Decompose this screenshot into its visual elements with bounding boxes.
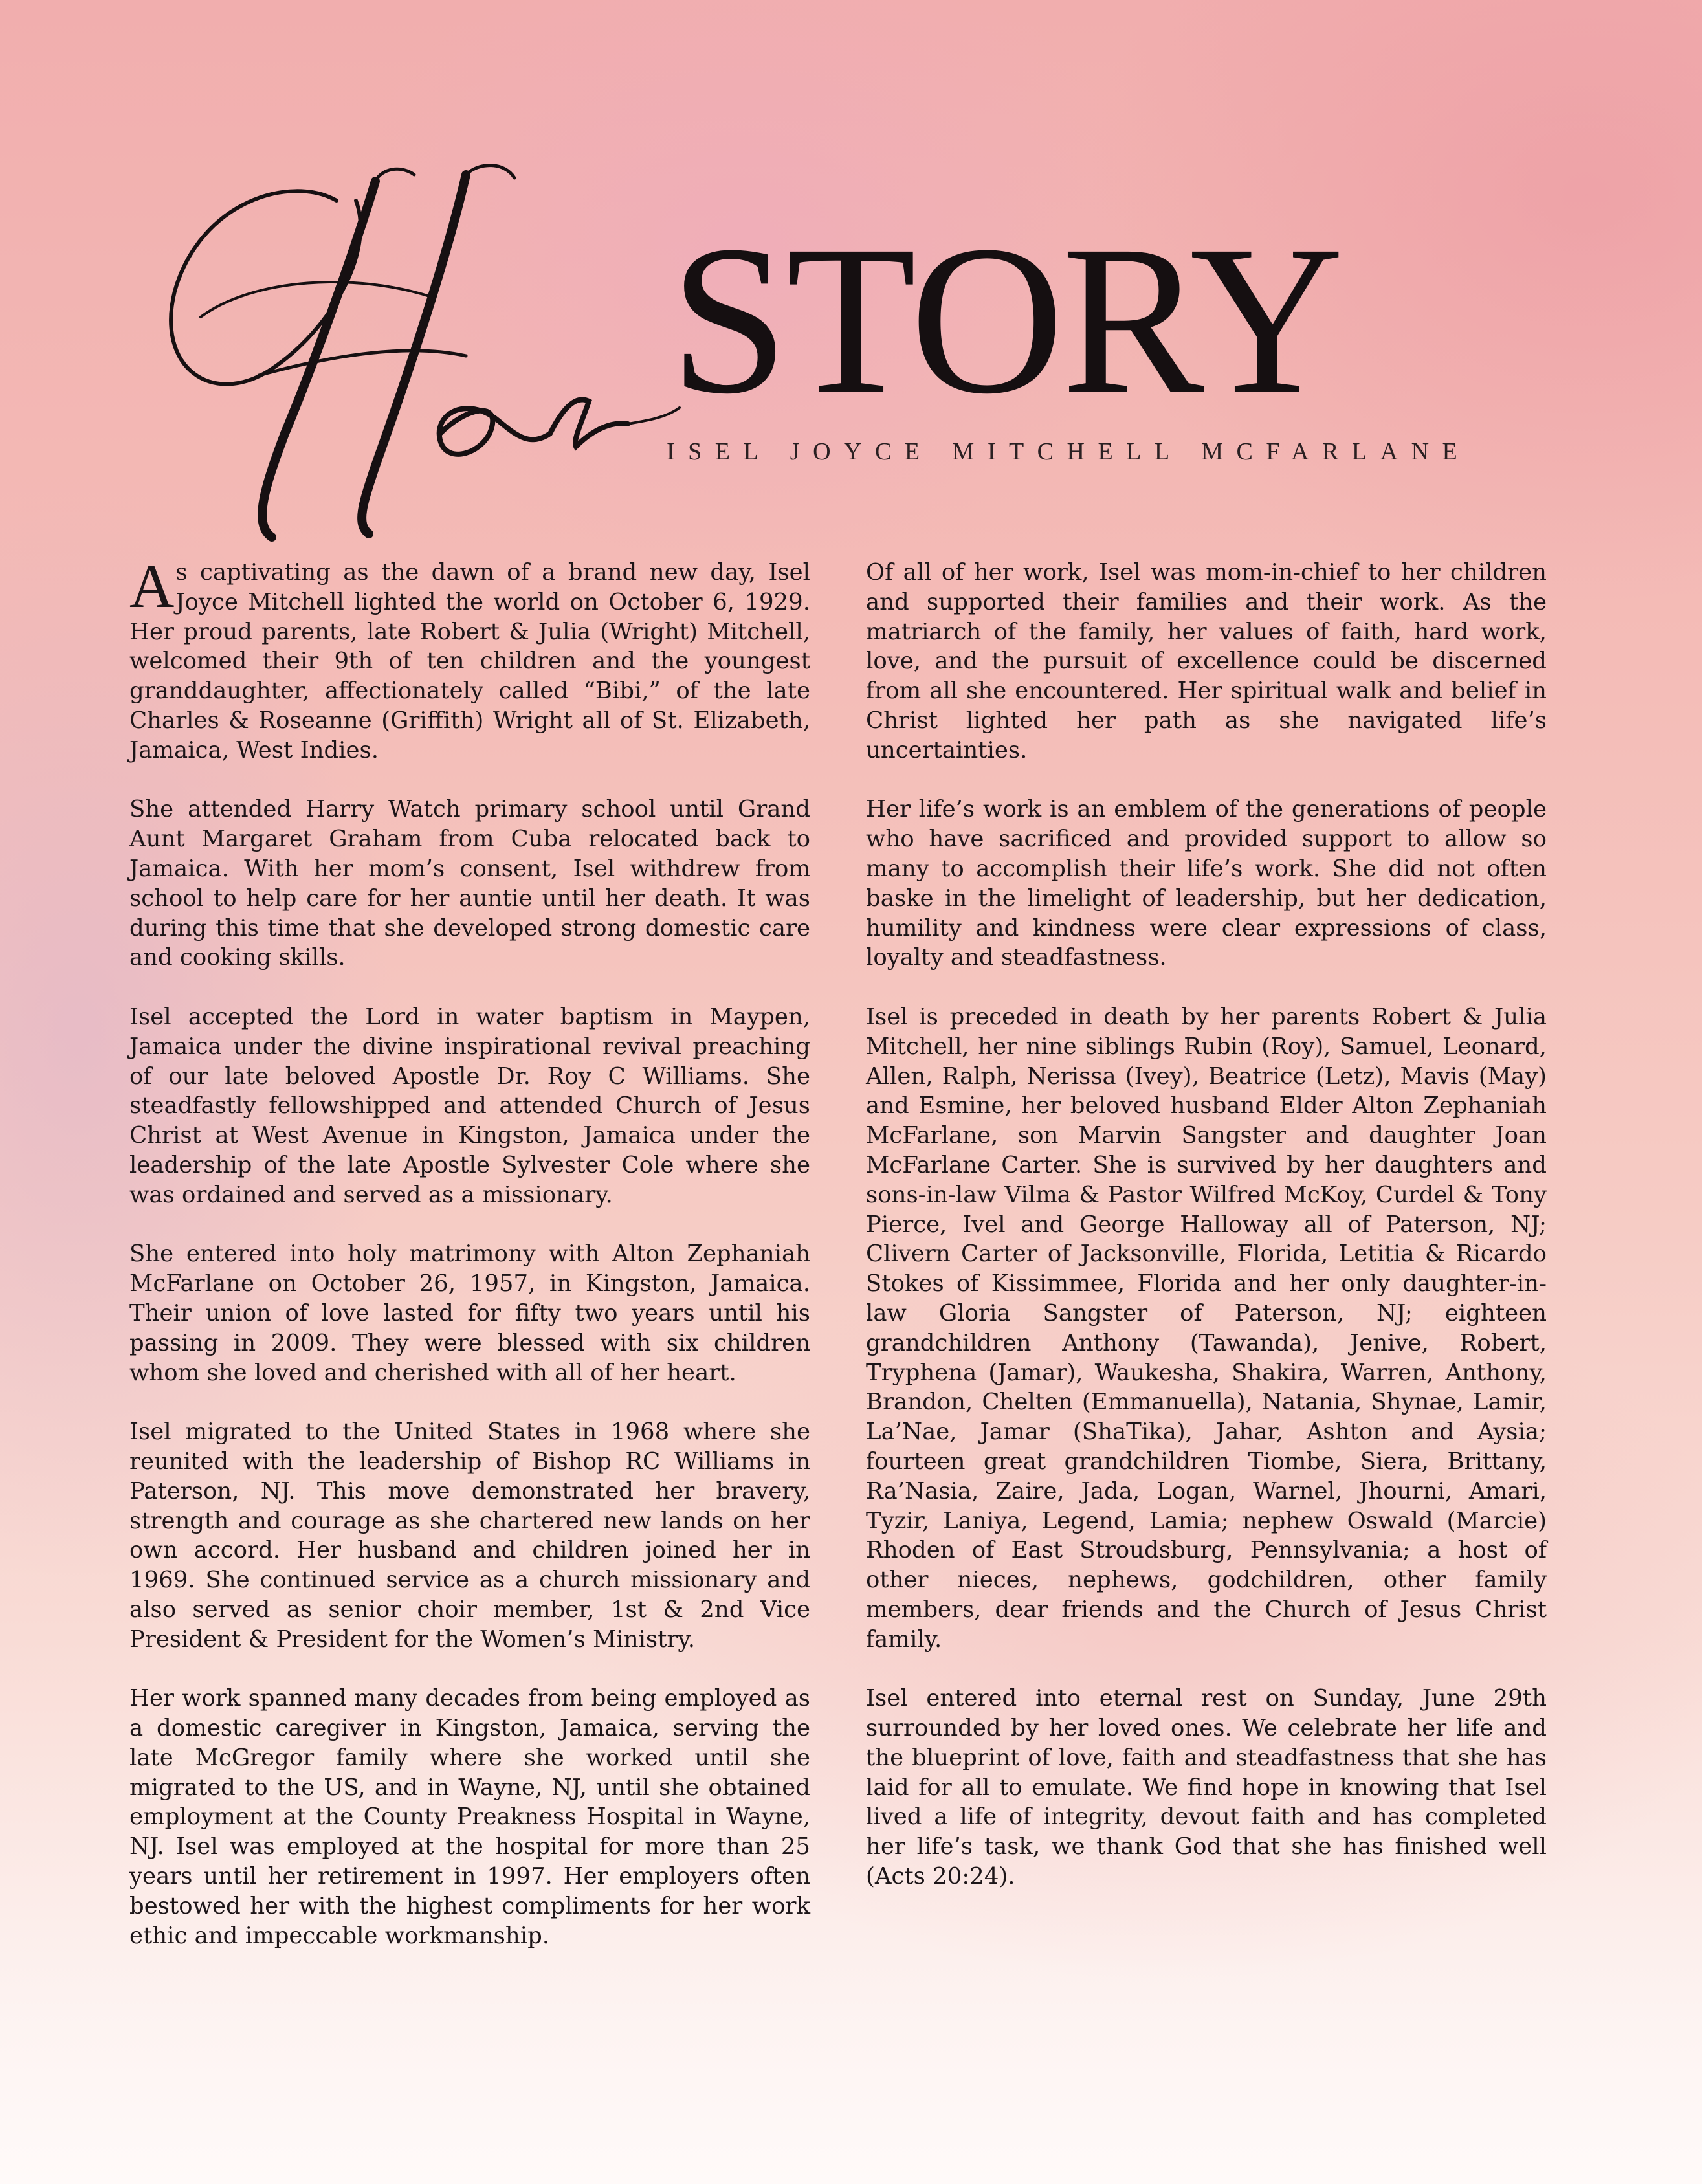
page-title: STORY (670, 202, 1342, 438)
paragraph-family-role: Of all of her work, Isel was mom-in-chief to her children and supported their families and their work. As the matriarch of the family, her values of faith, hard work, love, and the pursuit of excellence could be discerned from all she encountered. Her spiritual walk and belief in Christ lighted her path as she navigated life’s uncertainties. (866, 559, 1547, 764)
paragraph-birth (129, 551, 810, 766)
page-subtitle-name: ISEL JOYCE MITCHELL MCFARLANE (667, 438, 1471, 465)
paragraph-baptism: Isel accepted the Lord in water baptism in Maypen, Jamaica under the divine inspirational revival preaching of our late beloved Apostle Dr. Roy C Williams. She steadfastly fellowshipped and attended Church of Jesus Christ at West Avenue in Kingston, Jamaica under the leadership of the late Apostle Sylvester Cole where she was ordained and served as a missionary. (129, 1003, 810, 1208)
paragraph-legacy: Her life’s work is an emblem of the generations of people who have sacrificed and provided support to allow so many to accomplish their life’s work. She did not often baske in the limelight of leadership, but her dedication, humility and kindness were clear expressions of class, loyalty and steadfastness. (866, 796, 1547, 971)
right-column (866, 558, 1547, 1921)
paragraph-eternal-rest: Isel entered into eternal rest on Sunday, June 29th surrounded by her loved ones. We celebrate her life and the blueprint of love, faith and steadfastness that she has laid for all to emulate. We find hope in knowing that Isel lived a life of integrity, devout faith and has completed her life’s task, we thank God that she has finished well (Acts 20:24). (866, 1685, 1547, 1890)
left-column (129, 551, 810, 1980)
script-her-logo (162, 162, 692, 550)
drop-cap: A (129, 551, 175, 621)
paragraph-schooling: She attended Harry Watch primary school until Grand Aunt Margaret Graham from Cuba relocated back to Jamaica. With her mom’s consent, Isel withdrew from school to help care for her auntie until her death. It was during this time that she developed strong domestic care and cooking skills. (129, 796, 810, 971)
title-block (0, 0, 1702, 557)
paragraph-survivors: Isel is preceded in death by her parents Robert & Julia Mitchell, her nine siblings Rubin (Roy), Samuel, Leonard, Allen, Ralph, Nerissa (Ivey), Beatrice (Letz), Mavis (May) and Esmine, her beloved husband Elder Alton Zephaniah McFarlane, son Marvin Sangster and daughter Joan McFarlane Carter. She is survived by her daughters and sons-in-law Vilma & Pastor Wilfred McKoy, Curdel & Tony Pierce, Ivel and George Halloway all of Paterson, NJ; Clivern Carter of Jacksonville, Florida, Letitia & Ricardo Stokes of Kissimmee, Florida and her only daughter-in-law Gloria Sangster of Paterson, NJ; eighteen grandchildren Anthony (Tawanda), Jenive, Robert, Tryphena (Jamar), Waukesha, Shakira, Warren, Anthony, Brandon, Chelten (Emmanuella), Natania, Shynae, Lamir, La’Nae, Jamar (ShaTika), Jahar, Ashton and Aysia; fourteen great grandchildren Tiombe, Siera, Brittany, Ra’Nasia, Zaire, Jada, Logan, Warnel, Jhourni, Amari, Tyzir, Laniya, Legend, Lamia; nephew Oswald (Marcie) Rhoden of East Stroudsburg, Pennsylvania; a host of other nieces, nephews, godchildren, other family members, dear friends and the Church of Jesus Christ family. (866, 1003, 1547, 1653)
paragraph-migration: Isel migrated to the United States in 1968 where she reunited with the leadership of Bishop RC Williams in Paterson, NJ. This move demonstrated her bravery, strength and courage as she chartered new lands on her own accord. Her husband and children joined her in 1969. She continued service as a church missionary and also served as senior choir member, 1st & 2nd Vice President & President for the Women’s Ministry. (129, 1418, 810, 1653)
paragraph-birth-text: s captivating as the dawn of a brand new day, Isel Joyce Mitchell lighted the world on October 6, 1929. Her proud parents, late Robert & Julia (Wright) Mitchell, welcomed their 9th of ten children and the youngest granddaughter, affectionately called “Bibi,” of the late Charles & Roseanne (Griffith) Wright all of St. Elizabeth, Jamaica, West Indies. (129, 559, 810, 764)
paragraph-work: Her work spanned many decades from being employed as a domestic caregiver in Kingston, Jamaica, serving the late McGregor family where she worked until she migrated to the US, and in Wayne, NJ, until she obtained employment at the County Preakness Hospital in Wayne, NJ. Isel was employed at the hospital for more than 25 years until her retirement in 1997. Her employers often bestowed her with the highest compliments for her work ethic and impeccable workmanship. (129, 1685, 810, 1949)
paragraph-marriage: She entered into holy matrimony with Alton Zephaniah McFarlane on October 26, 1957, in Kingston, Jamaica. Their union of love lasted for fifty two years until his passing in 2009. They were blessed with six children whom she loved and cherished with all of her heart. (129, 1241, 810, 1386)
